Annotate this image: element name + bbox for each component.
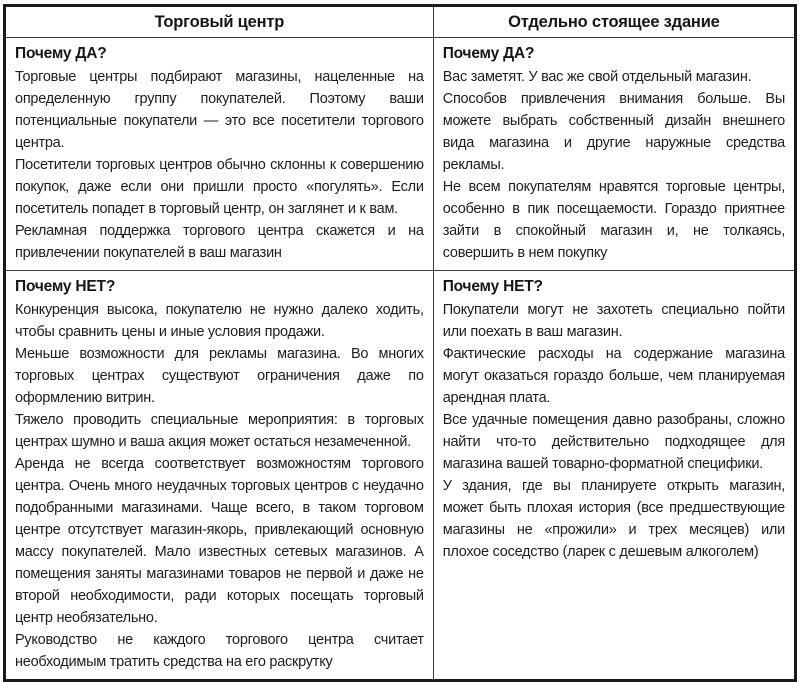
why-no-cell-standalone-building	[433, 271, 795, 681]
why-no-cell-shopping-center	[5, 271, 434, 681]
paragraph: У здания, где вы планируете открыть магазин, может быть плохая история (все предшествующие магазины не «прожили» и трех месяцев) или плохое соседство (ларек с дешевым алкоголем)	[442, 478, 785, 560]
paragraph: Вас заметят. У вас же свой отдельный магазин.	[442, 69, 752, 85]
paragraph: Аренда не всегда соответствует возможностям торгового центра. Очень много неудачных торговых центров с неудачно подобранными магазинами. Чаще всего, в таком торговом центре отсутствует магазин-якорь, привлекающий основную массу покупателей. Мало известных сетевых магазинов. А помещения заняты магазинами товаров не первой и даже не второй необходимости, ради которых посещать торговый центр необязательно.	[15, 456, 424, 626]
paragraph: Все удачные помещения давно разобраны, сложно найти что-то действительно подходящее для магазина вашей товарно-форматной специфики.	[442, 412, 785, 472]
paragraph: Посетители торговых центров обычно склонны к совершению покупок, даже если они пришли просто «погулять». Если посетитель попадет в торговый центр, он заглянет и к вам.	[15, 157, 424, 217]
paragraph: Не всем покупателям нравятся торговые центры, особенно в пик посещаемости. Гораздо приятнее зайти в спокойный магазин и, не толкаясь, совершить в нем покупку	[442, 179, 785, 261]
comparison-table	[3, 4, 797, 682]
paragraph: Торговые центры подбирают магазины, нацеленные на определенную группу покупателей. Поэтому ваши потенциальные покупатели — это все посетители торгового центра.	[15, 69, 424, 151]
paragraph: Способов привлечения внимания больше. Вы можете выбрать собственный дизайн внешнего вида магазина и другие наружные средства рекламы.	[442, 91, 785, 173]
table-header-row	[5, 6, 796, 38]
paragraph: Покупатели могут не захотеть специально пойти или поехать в ваш магазин.	[442, 302, 785, 340]
column-header-standalone-building: Отдельно стоящее здание	[433, 6, 795, 38]
paragraph: Фактические расходы на содержание магазина могут оказаться гораздо больше, чем планируемая арендная плата.	[442, 346, 785, 406]
why-no-title: Почему НЕТ?	[15, 278, 116, 295]
why-yes-row	[5, 38, 796, 271]
why-no-row	[5, 271, 796, 681]
why-no-title: Почему НЕТ?	[442, 278, 543, 295]
why-yes-title: Почему ДА?	[442, 45, 535, 62]
paragraph: Конкуренция высока, покупателю не нужно далеко ходить, чтобы сравнить цены и иные условия продажи.	[15, 302, 424, 340]
why-yes-cell-shopping-center	[5, 38, 434, 271]
paragraph: Рекламная поддержка торгового центра скажется и на привлечении покупателей в ваш магазин	[15, 223, 424, 261]
paragraph: Тяжело проводить специальные мероприятия: в торговых центрах шумно и ваша акция может остаться незамеченной.	[15, 412, 424, 450]
paragraph: Меньше возможности для рекламы магазина. Во многих торговых центрах существуют ограничения даже по оформлению витрин.	[15, 346, 424, 406]
paragraph: Руководство не каждого торгового центра считает необходимым тратить средства на его раскрутку	[15, 632, 424, 670]
why-yes-cell-standalone-building	[433, 38, 795, 271]
why-yes-title: Почему ДА?	[15, 45, 107, 62]
column-header-shopping-center: Торговый центр	[5, 6, 434, 38]
